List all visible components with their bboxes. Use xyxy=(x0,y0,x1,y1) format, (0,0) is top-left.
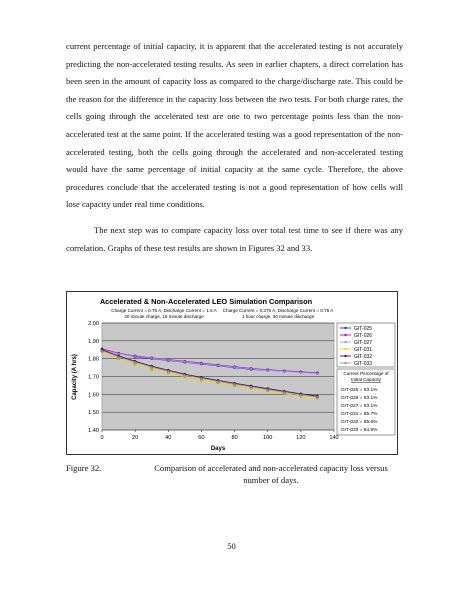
chart-subtitle-left: Charge Current = 0.75 A, Discharge Current = 1.5 A xyxy=(111,308,217,313)
legend-marker xyxy=(344,348,346,350)
legend xyxy=(337,323,395,435)
x-axis-label: Days xyxy=(210,446,226,452)
data-point-git-033 xyxy=(267,388,269,390)
data-point-git-033 xyxy=(250,386,252,388)
y-tick-label: 1.80 xyxy=(88,356,99,363)
chart-subtitle-left2: 30 minute charge, 15 minute discharge xyxy=(124,314,204,319)
body-paragraph: current percentage of initial capacity, it is apparent that the accelerated testing is not accurately predicting the non-accelerated testing results. As seen in earlier chapters, a direct correlation has been seen in the amount of capacity loss as compared to the charge/discharge rate. This could be the reason for the difference in the capacity loss between the two tests. For both charge rates, the cells going through the accelerated test are one to two percentage points less than the non-accelerated test at the same point. If the accelerated testing was a good representation of the non-accelerated testing, both the cells going through the accelerated and non-accelerated testing would have the same percentage of initial capacity at the same cycle. Therefore, the above procedures conclude that the accelerated testing is not a good representation of how cells will lose capacity under real time conditions. xyxy=(66,41,403,210)
legend-capacity-value: GIT-026 = 93.1% xyxy=(341,396,378,401)
chart-subtitle-right: Charge Current = 0.375 A, Discharge Current = 0.75 A xyxy=(222,308,334,313)
chart-title: Accelerated & Non-Accelerated LEO Simulation Comparison xyxy=(99,297,313,306)
y-tick-label: 1.50 xyxy=(88,410,99,417)
data-point-git-027 xyxy=(134,355,136,357)
legend-entry: GIT-032 xyxy=(354,353,373,360)
y-tick-label: 1.70 xyxy=(88,374,99,381)
data-point-git-033 xyxy=(233,383,235,385)
chart-subtitle-right2: 1 hour charge, 30 minute discharge xyxy=(241,314,315,319)
legend-capacity-value: GIT-025 = 93.1% xyxy=(341,388,378,393)
data-point-git-027 xyxy=(151,357,153,359)
data-point-git-033 xyxy=(151,366,153,368)
data-point-git-027 xyxy=(250,368,252,370)
data-point-git-033 xyxy=(117,356,119,358)
data-point-git-033 xyxy=(217,380,219,382)
figure-number: Figure 32. xyxy=(66,463,102,473)
legend-marker xyxy=(344,327,346,329)
data-point-git-027 xyxy=(300,371,302,373)
legend-capacity-value: GIT-033 = 84.9% xyxy=(341,428,378,433)
data-point-git-033 xyxy=(167,370,169,372)
data-point-git-027 xyxy=(267,369,269,371)
data-point-git-033 xyxy=(134,361,136,363)
data-point-git-027 xyxy=(167,359,169,361)
body-paragraph: The next step was to compare capacity loss over total test time to see if there was any correlation. Graphs of these test results are shown in Figures 32 and 33. xyxy=(66,225,403,253)
legend-note-line: Current Percentage of xyxy=(343,371,389,376)
data-point-git-027 xyxy=(233,366,235,368)
legend-entry: GIT-026 xyxy=(354,332,373,339)
data-point-git-033 xyxy=(200,377,202,379)
x-tick-label: 40 xyxy=(165,435,172,441)
capacity-comparison-chart xyxy=(66,291,398,455)
data-point-git-033 xyxy=(300,393,302,395)
data-point-git-027 xyxy=(316,372,318,374)
y-tick-label: 1.40 xyxy=(88,428,99,434)
legend-capacity-value: GIT-027 = 93.1% xyxy=(341,404,378,409)
x-tick-label: 60 xyxy=(198,435,205,441)
legend-marker xyxy=(344,362,346,364)
data-point-git-027 xyxy=(217,364,219,366)
y-tick-label: 1.90 xyxy=(88,338,99,345)
legend-entry: GIT-027 xyxy=(354,339,373,346)
legend-marker xyxy=(344,341,346,343)
data-point-git-027 xyxy=(200,362,202,364)
y-tick-label: 1.60 xyxy=(88,392,99,399)
x-tick-label: 120 xyxy=(296,435,306,441)
data-point-git-033 xyxy=(184,374,186,376)
y-axis-label: Capacity (A hrs) xyxy=(72,354,78,400)
page-number: 50 xyxy=(227,541,236,551)
legend-entry: GIT-031 xyxy=(354,346,373,353)
data-point-git-031 xyxy=(151,368,153,370)
data-point-git-033 xyxy=(101,349,103,351)
data-point-git-027 xyxy=(283,370,285,372)
legend-entry: GIT-025 xyxy=(354,325,373,332)
legend-entry: GIT-033 xyxy=(354,360,373,367)
legend-marker xyxy=(344,355,346,357)
x-tick-label: 0 xyxy=(100,435,104,441)
figure-caption: Comparison of accelerated and non-accelerated capacity loss versus number of days. xyxy=(154,463,388,485)
data-point-git-027 xyxy=(117,352,119,354)
legend-marker xyxy=(344,334,346,336)
legend-capacity-value: GIT-032 = 85.6% xyxy=(341,420,378,425)
data-point-git-027 xyxy=(184,361,186,363)
y-tick-label: 2.00 xyxy=(88,321,99,327)
data-point-git-033 xyxy=(316,396,318,398)
legend-note-line: Initial Capacity xyxy=(351,377,381,382)
legend-capacity-value: GIT-031 = 85.7% xyxy=(341,412,378,417)
x-tick-label: 100 xyxy=(263,435,273,441)
x-tick-label: 80 xyxy=(231,435,238,441)
x-tick-label: 140 xyxy=(329,435,339,441)
data-point-git-033 xyxy=(283,391,285,393)
x-tick-label: 20 xyxy=(132,435,139,441)
